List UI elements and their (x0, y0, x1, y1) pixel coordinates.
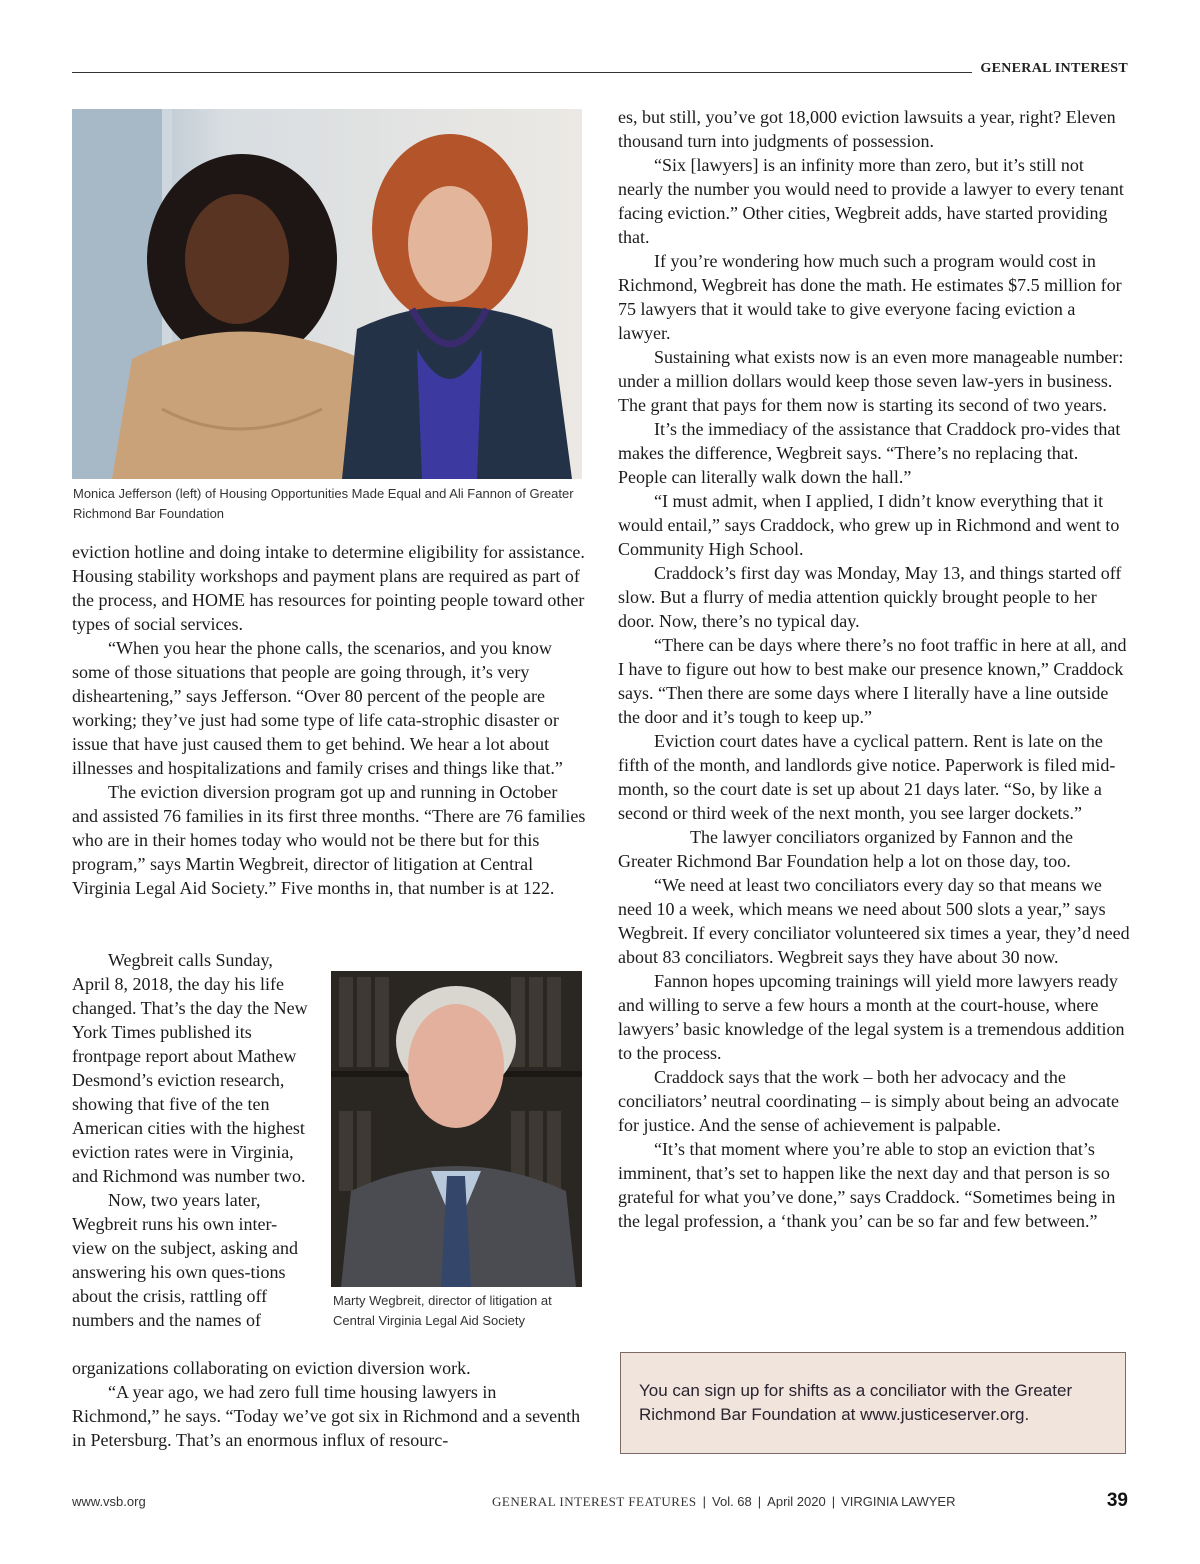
paragraph: es, but still, you’ve got 18,000 eviction lawsuits a year, right? Eleven thousand turn into judgments of possession. (618, 107, 1116, 151)
top-photo-caption (73, 484, 593, 524)
header-rule (72, 72, 972, 73)
paragraph: If you’re wondering how much such a program would cost in Richmond, Wegbreit has done the math. He estimates $7.5 million for 75 lawyers that it would take to give everyone facing eviction a lawyer. (618, 251, 1122, 343)
caption-line: Richmond Bar Foundation (73, 506, 225, 521)
right-column (618, 105, 1130, 1233)
paragraph: “There can be days where there’s no foot traffic in here at all, and I have to figure out how to best make our presence known,” Craddock says. “Then there are some days where I literally have a line outside the door and it’s tough to keep up.” (618, 635, 1127, 727)
paragraph: The eviction diversion program got up and running in October and assisted 76 families in its first three months. “There are 76 families who are in their homes today who would not be there but for this program,” says Martin Wegbreit, director of litigation at Central Virginia Legal Aid Society.” Five months in, that number is at 122. (72, 782, 586, 898)
footer-separator: | (702, 1494, 707, 1509)
paragraph: “I must admit, when I applied, I didn’t know everything that it would entail,” says Craddock, who grew up in Richmond and went to Community High School. (618, 491, 1120, 559)
footer-separator: | (831, 1494, 836, 1509)
left-column-top (72, 540, 586, 900)
callout-box (620, 1352, 1126, 1454)
paragraph: Eviction court dates have a cyclical pattern. Rent is late on the fifth of the month, and landlords give notice. Paperwork is filed mid-month, so the court date is set up about 21 days later. “So, by like a second or third week of the next month, you see larger dockets.” (618, 731, 1116, 823)
paragraph: Wegbreit calls Sunday, April 8, 2018, the day his life changed. That’s the day the New York Times published its frontpage report about Mathew Desmond’s eviction research, showing that five of the ten American cities with the highest eviction rates were in Virginia, and Richmond was number two. (72, 950, 308, 1186)
section-label: GENERAL INTEREST (980, 61, 1128, 76)
paragraph: “Six [lawyers] is an infinity more than zero, but it’s still not nearly the number you would need to provide a lawyer to every tenant facing eviction.” Other cities, Wegbreit adds, have started providing that. (618, 155, 1124, 247)
footer-publication: VIRGINIA LAWYER (841, 1494, 956, 1509)
paragraph: The lawyer conciliators organized by Fannon and the Greater Richmond Bar Foundation help a lot on those day, too. (618, 827, 1074, 871)
paragraph: Craddock’s first day was Monday, May 13, and things started off slow. But a flurry of media attention quickly brought people to her door. Now, there’s no typical day. (618, 563, 1122, 631)
page-number: 39 (1106, 1490, 1128, 1511)
caption-line: Central Virginia Legal Aid Society (333, 1313, 525, 1328)
caption-line: Marty Wegbreit, director of litigation at (333, 1293, 552, 1308)
callout-text: You can sign up for shifts as a conciliator with the Greater Richmond Bar Foundation at www.justiceserver.org. (639, 1381, 1073, 1424)
left-column-bottom (72, 1356, 586, 1452)
caption-line: Monica Jefferson (left) of Housing Opportunities Made Equal and Ali Fannon of Greater (73, 486, 574, 501)
top-photo (72, 109, 582, 479)
paragraph: It’s the immediacy of the assistance that Craddock pro-vides that makes the difference, Wegbreit says. “There’s no replacing that. People can literally walk down the hall.” (618, 419, 1121, 487)
paragraph: Craddock says that the work – both her advocacy and the conciliators’ neutral coordinating – is simply about being an advocate for justice. And the sense of achievement is palpable. (618, 1067, 1120, 1135)
footer-date: April 2020 (767, 1494, 826, 1509)
footer-section: GENERAL INTEREST FEATURES (492, 1494, 697, 1509)
paragraph: “A year ago, we had zero full time housing lawyers in Richmond,” he says. “Today we’ve got six in Richmond and a seventh in Petersburg. That’s an enormous influx of resourc- (72, 1382, 581, 1450)
paragraph: Now, two years later, Wegbreit runs his own inter-view on the subject, asking and answering his own ques-tions about the crisis, rattling off numbers and the names of (72, 1190, 298, 1330)
paragraph: Sustaining what exists now is an even more manageable number: under a million dollars would keep those seven law-yers in business. The grant that pays for them now is starting its second of two years. (618, 347, 1124, 415)
paragraph: organizations collaborating on eviction diversion work. (72, 1358, 471, 1378)
footer-website[interactable]: www.vsb.org (72, 1494, 146, 1509)
paragraph: “It’s that moment where you’re able to stop an eviction that’s imminent, that’s set to happen like the next day and that person is so grateful for what you’ve done,” says Craddock. “Sometimes being in the legal profession, a ‘thank you’ can be so far and few between.” (618, 1139, 1116, 1231)
inset-photo-caption (333, 1291, 583, 1331)
paragraph: “When you hear the phone calls, the scenarios, and you know some of those situations that people are going through, it’s very disheartening,” says Jefferson. “Over 80 percent of the people are working; they’ve just had some type of life cata-strophic disaster or issue that have just caused them to get behind. We hear a lot about illnesses and hospitalizations and family crises and things like that.” (72, 638, 563, 778)
footer-volume: Vol. 68 (712, 1494, 752, 1509)
footer-separator: | (757, 1494, 762, 1509)
footer-running-title (492, 1494, 956, 1510)
left-column-narrow (72, 948, 312, 1332)
paragraph: eviction hotline and doing intake to determine eligibility for assistance. Housing stability workshops and payment plans are required as part of the process, and HOME has resources for pointing people toward other types of social services. (72, 542, 585, 634)
inset-photo (331, 971, 582, 1287)
paragraph: “We need at least two conciliators every day so that means we need 10 a week, which means we need about 500 slots a year,” says Wegbreit. If every conciliator volunteered six times a year, they’d need about 83 conciliators. Wegbreit says they have about 30 now. (618, 875, 1130, 967)
paragraph: Fannon hopes upcoming trainings will yield more lawyers ready and willing to serve a few hours a month at the court-house, where lawyers’ basic knowledge of the legal system is a tremendous addition to the process. (618, 971, 1125, 1063)
